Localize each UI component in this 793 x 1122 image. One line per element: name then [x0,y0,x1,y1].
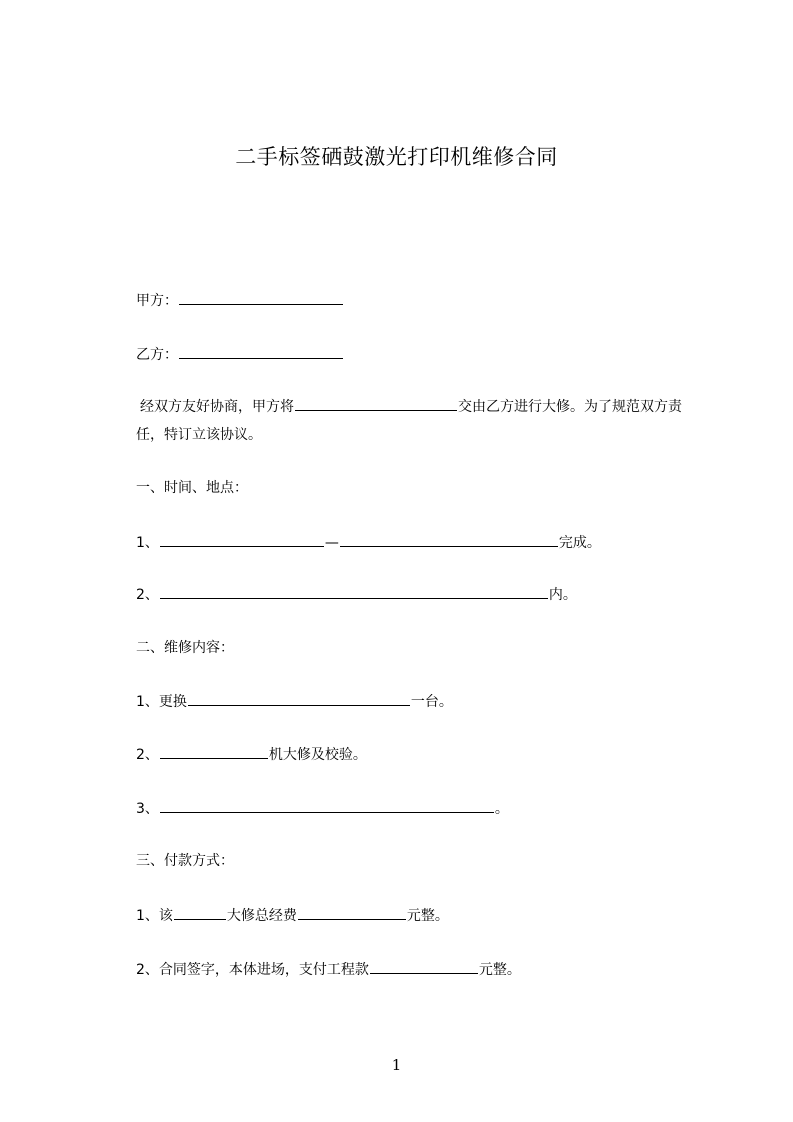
s3-item2-suffix: 元整。 [478,962,521,978]
s2-item3-suffix: 。 [494,801,509,817]
s1-item2-blank [160,584,548,599]
s3-item1-blank-model [174,905,226,920]
section2-item1 [136,691,453,712]
s2-item2-blank [160,744,268,759]
page-number: 1 [391,1056,402,1074]
section2-item2 [136,744,367,765]
section2-item3 [136,798,509,819]
document-title: 二手标签硒鼓激光打印机维修合同 [235,145,558,169]
s2-item2-suffix: 机大修及校验。 [268,747,367,763]
section1-heading: 一、时间、地点： [136,480,248,496]
s2-item2-prefix: 2、 [136,747,159,763]
s1-item1-suffix: 完成。 [558,535,601,551]
s3-item2-blank [370,959,478,974]
section1-item2 [136,584,577,605]
s1-item1-prefix: 1、 [136,535,159,551]
s1-item1-blank-start [160,532,324,547]
section3-item2 [136,959,521,980]
s2-item1-prefix: 1、更换 [136,694,187,710]
section3-heading: 三、付款方式： [136,853,234,869]
s2-item1-suffix: 一台。 [410,694,453,710]
s3-item1-suffix: 元整。 [406,908,449,924]
section3-item1 [136,905,449,926]
intro-text-after: 交由乙方进行大修。为了规范双方责任，特订立该协议。 [136,399,682,443]
s3-item1-blank-amount [298,905,406,920]
intro-text-before: 经双方友好协商，甲方将 [140,399,294,415]
party-b-line [136,344,344,365]
s1-item2-prefix: 2、 [136,587,159,603]
s3-item1-prefix: 1、该 [136,908,173,924]
intro-blank [295,396,457,411]
s2-item3-prefix: 3、 [136,801,159,817]
s3-item1-middle: 大修总经费 [226,908,297,924]
party-a-line [136,290,344,311]
section1-item1 [136,532,601,553]
intro-paragraph [136,393,706,449]
party-a-blank [179,290,343,305]
s1-item1-dash: — [324,535,339,551]
section2-heading: 二、维修内容： [136,640,234,656]
s1-item1-blank-end [340,532,558,547]
s2-item3-blank [160,798,494,813]
party-b-blank [179,344,343,359]
s3-item2-prefix: 2、合同签字，本体进场，支付工程款 [136,962,369,978]
party-a-label: 甲方： [136,293,178,309]
party-b-label: 乙方： [136,347,178,363]
s2-item1-blank [188,691,410,706]
s1-item2-suffix: 内。 [548,587,577,603]
